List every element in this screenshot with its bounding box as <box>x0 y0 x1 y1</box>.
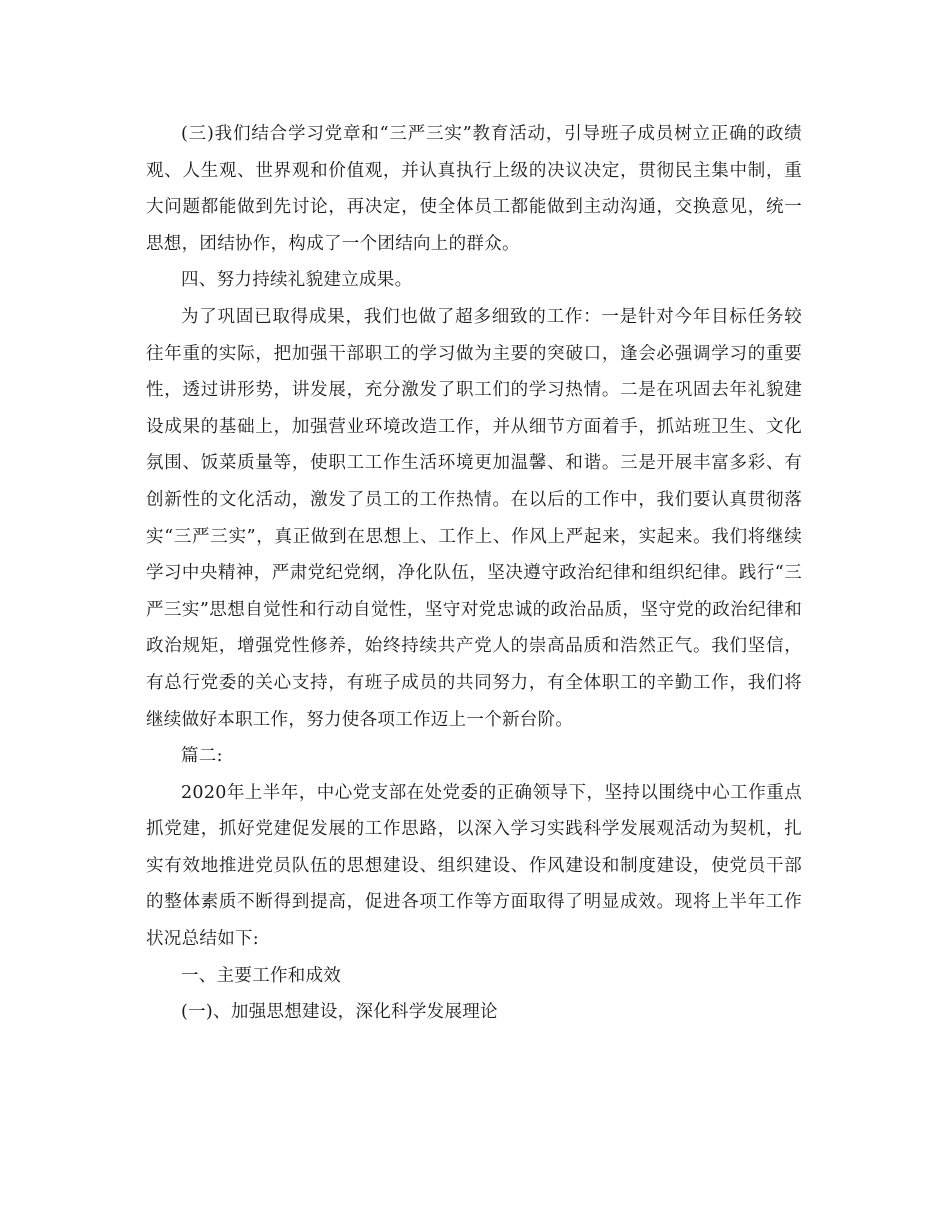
subsection-heading-1: (一)、加强思想建设，深化科学发展理论 <box>181 1002 498 1023</box>
chapter-heading-part-two: 篇二: <box>181 746 223 767</box>
section-heading-1: 一、主要工作和成效 <box>181 965 342 986</box>
document-body <box>146 116 802 1031</box>
section-heading-4: 四、努力持续礼貌建立成果。 <box>181 270 413 291</box>
paragraph-san-yan-san-shi-activity: (三)我们结合学习党章和“三严三实”教育活动，引导班子成员树立正确的政绩观、人生观、世界观和价值观，并认真执行上级的决议决定，贯彻民主集中制，重大问题都能做到先讨论，再决定，使全体员工都能做到主动沟通，交换意见，统一思想，团结协作，构成了一个团结向上的群众。 <box>146 124 802 254</box>
paragraph-consolidate-results: 为了巩固已取得成果，我们也做了超多细致的工作：一是针对今年目标任务较往年重的实际，把加强干部职工的学习做为主要的突破口，逢会必强调学习的重要性，透过讲形势，讲发展，充分激发了职工们的学习热情。二是在巩固去年礼貌建设成果的基础上，加强营业环境改造工作，并从细节方面着手，抓站班卫生、文化氛围、饭菜质量等，使职工工作生活环境更加温馨、和谐。三是开展丰富多彩、有创新性的文化活动，激发了员工的工作热情。在以后的工作中，我们要认真贯彻落实“三严三实”，真正做到在思想上、工作上、作风上严起来，实起来。我们将继续学习中央精神，严肃党纪党纲，净化队伍，坚决遵守政治纪律和组织纪律。践行“三严三实”思想自觉性和行动自觉性，坚守对党忠诚的政治品质，坚守党的政治纪律和政治规矩，增强党性修养，始终持续共产党人的崇高品质和浩然正气。我们坚信，有总行党委的关心支持，有班子成员的共同努力，有全体职工的辛勤工作，我们将继续做好本职工作，努力使各项工作迈上一个新台阶。 <box>146 306 802 730</box>
paragraph-2020-intro: 2020年上半年，中心党支部在处党委的正确领导下，坚持以围绕中心工作重点抓党建，抓好党建促发展的工作思路，以深入学习实践科学发展观活动为契机，扎实有效地推进党员队伍的思想建设、组织建设、作风建设和制度建设，使党员干部的整体素质不断得到提高，促进各项工作等方面取得了明显成效。现将上半年工作状况总结如下: <box>146 782 802 950</box>
